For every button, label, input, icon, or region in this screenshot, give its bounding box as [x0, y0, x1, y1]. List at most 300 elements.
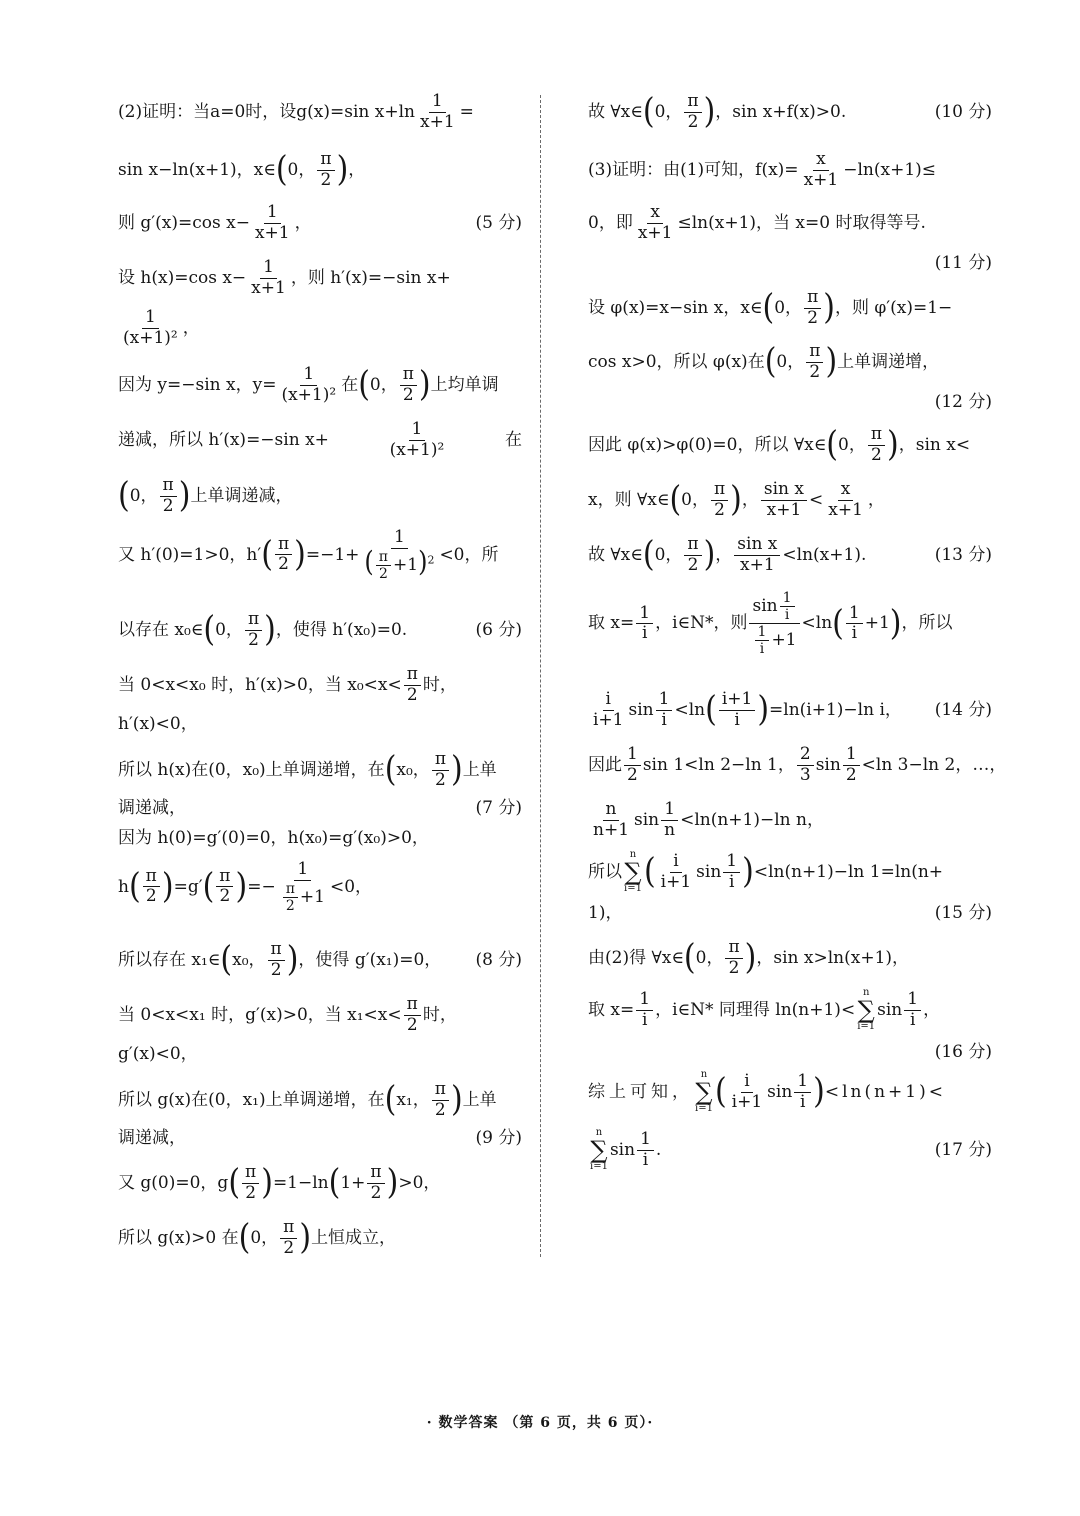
paren: ( — [683, 937, 696, 978]
paren: ) — [703, 91, 716, 132]
denominator: 2 — [285, 897, 295, 914]
denominator: i — [641, 623, 648, 644]
text: <0， — [329, 876, 373, 897]
numerator: 1 — [904, 990, 921, 1011]
denominator: i — [641, 1009, 648, 1030]
paren: ) — [757, 689, 770, 730]
paren: ( — [220, 939, 233, 980]
text: 因为 y=−sin x，y= — [118, 374, 277, 395]
denominator: 2 — [245, 1182, 257, 1203]
numerator: π — [245, 610, 262, 631]
denominator: x+1 — [740, 554, 775, 575]
numerator: π — [711, 480, 728, 501]
text: <ln — [801, 613, 833, 634]
column-divider — [540, 95, 541, 1257]
text: 当 0<x<x₁ 时，g′(x)>0，当 x₁<x< — [118, 1004, 402, 1025]
score-label: (5 分) — [475, 212, 522, 233]
text: 上恒成立， — [311, 1227, 397, 1248]
text: ， — [715, 544, 733, 565]
line — [588, 342, 992, 382]
text: 当 0<x<x₀ 时，h′(x)>0，当 x₀<x< — [118, 674, 402, 695]
fraction — [729, 1072, 766, 1112]
text: =g′ — [173, 876, 203, 897]
paren: ) — [813, 1071, 825, 1112]
paren: ) — [451, 749, 463, 790]
denominator — [750, 624, 800, 657]
text: 0， — [695, 947, 724, 968]
text: 综上可知， — [588, 1081, 693, 1102]
text: (3)证明：由(1)可知，f(x)= — [588, 159, 799, 180]
fraction — [160, 476, 177, 516]
text: <0，所 — [439, 544, 499, 565]
denominator: i — [728, 871, 735, 892]
lower-limit: i=1 — [695, 1103, 713, 1114]
text: g′(x)<0， — [118, 1044, 198, 1064]
denominator: 2 — [283, 1237, 295, 1258]
score-label: (13 分) — [934, 544, 992, 565]
text: 上单调递减， — [190, 485, 293, 506]
score-label: (7 分) — [475, 798, 522, 818]
text: ，sin x>ln(x+1)， — [756, 947, 910, 968]
fraction — [843, 745, 860, 785]
text: (2)证明：当a=0时，设g(x)=sin x+ln — [118, 101, 415, 122]
denominator: 2 — [809, 361, 821, 382]
fraction — [719, 690, 756, 730]
text: 上均单调 — [430, 374, 499, 395]
text: ， — [741, 489, 759, 510]
paren: ) — [823, 287, 835, 328]
paren: ( — [228, 1162, 241, 1203]
text: 0， — [654, 101, 683, 122]
text: 取 x= — [588, 999, 635, 1020]
text: 调递减， — [118, 1128, 186, 1148]
numerator: sin x — [761, 480, 807, 501]
fraction — [143, 867, 160, 907]
paren: ( — [714, 1071, 727, 1112]
text: h′(x)<0， — [118, 714, 198, 734]
denominator: (x+1)² — [123, 327, 178, 348]
summation — [695, 1070, 713, 1114]
paren: ) — [299, 1217, 312, 1258]
line — [118, 714, 522, 734]
text: 0， — [681, 489, 709, 510]
line — [118, 308, 522, 348]
text: 因此 φ(x)>φ(0)=0，所以 ∀x∈ — [588, 434, 827, 455]
text: ，sin x+f(x)>0. — [715, 101, 847, 122]
paren: ( — [202, 866, 215, 907]
upper-limit: n — [700, 1069, 708, 1080]
denominator: 2 — [871, 444, 882, 465]
denominator: 2 — [278, 554, 289, 575]
text: 0，即 — [588, 212, 633, 233]
line — [588, 425, 992, 465]
denominator: 2 — [378, 565, 388, 582]
text: <ln(n+1)< — [824, 1081, 946, 1102]
line — [118, 476, 522, 516]
fraction — [278, 860, 328, 914]
numerator: 1 — [794, 1072, 811, 1093]
denominator: x+1 — [251, 277, 286, 298]
text: sin — [696, 861, 722, 882]
text: =−1+ — [305, 544, 360, 565]
denominator: (x+1)² — [281, 384, 337, 405]
denominator: 2 — [687, 554, 699, 575]
fraction — [376, 549, 391, 582]
fraction — [794, 1072, 811, 1112]
text: <ln(n+1)−ln 1=ln(n+ — [753, 861, 944, 882]
numerator: 1 — [142, 308, 159, 329]
denominator: i — [784, 607, 790, 624]
text: 因此 — [588, 754, 622, 775]
paren: ( — [705, 689, 717, 730]
fraction — [658, 852, 695, 892]
text: sin — [628, 699, 654, 720]
text: ，所以 — [901, 613, 953, 634]
line — [588, 800, 992, 840]
fraction — [868, 425, 885, 465]
denominator: i — [661, 709, 667, 730]
text: 上单 — [462, 759, 497, 780]
denominator: 2 — [434, 769, 446, 790]
text: 1+ — [340, 1172, 366, 1193]
line — [118, 258, 522, 298]
text: +1 — [864, 613, 890, 634]
text: 设 h(x)=cos x− — [118, 267, 247, 288]
paren: ( — [762, 287, 775, 328]
line — [588, 253, 992, 273]
line — [118, 798, 522, 818]
text: . — [655, 1139, 662, 1160]
text: 上单 — [462, 1089, 497, 1110]
paren: ) — [887, 424, 899, 465]
text: ，则 h′(x)=−sin x+ — [290, 267, 451, 288]
fraction — [904, 990, 921, 1030]
text: 在 — [341, 374, 359, 395]
paren: ) — [825, 341, 838, 382]
sigma: ∑ — [695, 1078, 713, 1106]
fraction — [755, 624, 770, 657]
fraction — [400, 365, 417, 405]
text: ，使得 g′(x₁)=0， — [298, 949, 442, 970]
text: 1)， — [588, 903, 623, 923]
numerator: 1 — [723, 852, 740, 873]
line — [588, 92, 992, 132]
text: 又 g(0)=0，g — [118, 1172, 229, 1193]
numerator: x — [813, 150, 829, 171]
text: sin — [752, 596, 778, 617]
fraction — [684, 535, 701, 575]
text: 故 ∀x∈ — [588, 544, 643, 565]
fraction — [723, 852, 740, 892]
sigma: ∑ — [590, 1136, 608, 1164]
fraction — [275, 535, 292, 575]
text: sin — [634, 809, 660, 830]
line — [588, 203, 992, 243]
paren: ) — [889, 602, 902, 644]
numerator: π — [400, 365, 417, 386]
score-label: (9 分) — [475, 1128, 522, 1148]
paren: ) — [286, 939, 299, 980]
fraction — [637, 1130, 654, 1170]
text: 调递减， — [118, 798, 186, 818]
text: >0， — [398, 1172, 441, 1193]
paren: ( — [384, 749, 397, 790]
fraction — [804, 288, 821, 328]
text: ，使得 h′(x₀)=0. — [275, 619, 408, 640]
denominator: i+1 — [593, 709, 624, 730]
denominator: 2 — [270, 959, 282, 980]
text: ， — [867, 489, 885, 510]
numerator: π — [216, 867, 233, 888]
paren: ( — [384, 1079, 397, 1120]
numerator: 1 — [300, 365, 317, 386]
paren: ( — [642, 91, 655, 132]
text: x，则 ∀x∈ — [588, 489, 670, 510]
lower-limit: i=1 — [624, 883, 642, 894]
paren: ) — [744, 937, 757, 978]
line — [118, 940, 522, 980]
paren: ) — [178, 475, 191, 516]
paren: ) — [264, 609, 276, 650]
denominator: 2 — [248, 629, 259, 650]
denominator: 2 — [145, 886, 157, 907]
fraction — [367, 1163, 384, 1203]
score-label: (8 分) — [475, 949, 522, 970]
text: 所以 g(x)在(0，x₁)上单调递增，在 — [118, 1089, 385, 1110]
denominator: ( $\frac{\pi}{2}$ +1)$^2$ — [364, 545, 435, 582]
text: =− — [247, 876, 276, 897]
numerator: 1 — [264, 203, 281, 224]
numerator: 1 — [755, 624, 770, 641]
denominator: i — [799, 1091, 806, 1112]
sigma: ∑ — [857, 996, 875, 1024]
numerator: i — [741, 1072, 752, 1093]
text: = — [459, 101, 474, 122]
text: +1 — [771, 630, 797, 651]
text: <ln(n+1)−ln n， — [680, 809, 824, 830]
line — [118, 828, 522, 848]
denominator: x+1 — [803, 169, 839, 190]
fraction — [387, 420, 448, 460]
text: 则 g′(x)=cos x− — [118, 212, 250, 233]
fraction — [825, 480, 866, 520]
fraction — [734, 535, 780, 575]
numerator: 1 — [780, 590, 795, 607]
fraction — [280, 1218, 297, 1258]
text: 0， — [838, 434, 866, 455]
denominator: x+1 — [766, 499, 802, 520]
numerator: π — [280, 1218, 297, 1239]
numerator: π — [376, 549, 391, 566]
paren: ( — [261, 534, 273, 575]
fraction — [248, 258, 289, 298]
line — [588, 903, 992, 923]
numerator: π — [242, 1163, 259, 1184]
text: 0， — [369, 374, 398, 395]
numerator: i+1 — [719, 690, 756, 711]
paren: ) — [742, 851, 754, 892]
text: 取 x= — [588, 613, 635, 634]
paren: ( — [669, 479, 682, 520]
paren: ( — [826, 424, 839, 465]
denominator: (x+1)² — [389, 439, 445, 460]
score-label: (14 分) — [934, 699, 992, 720]
summation — [590, 1128, 608, 1172]
fraction — [432, 1080, 449, 1120]
numerator: π — [432, 1080, 449, 1101]
paren: ( — [358, 364, 370, 405]
paren: ( — [764, 341, 777, 382]
line — [118, 365, 522, 405]
denominator: n — [664, 819, 676, 840]
lower-limit: i=1 — [590, 1161, 608, 1172]
line — [588, 1070, 992, 1114]
upper-limit: n — [595, 1127, 603, 1138]
upper-limit: n — [862, 987, 870, 998]
text: ≤ln(x+1)，当 x=0 时取得等号. — [677, 212, 926, 233]
denominator: 2 — [687, 111, 699, 132]
numerator: i — [603, 690, 614, 711]
text: 所以 g(x)>0 在 — [118, 1227, 239, 1248]
paren: ) — [336, 149, 349, 190]
paren: ( — [128, 866, 141, 907]
line — [118, 150, 522, 190]
text: <ln — [674, 699, 706, 720]
numerator — [749, 590, 799, 624]
numerator: 1 — [624, 745, 641, 766]
text: 设 φ(x)=x−sin x，x∈ — [588, 297, 763, 318]
numerator: 1 — [636, 990, 653, 1011]
numerator: π — [684, 92, 701, 113]
paren: ( — [328, 1162, 341, 1203]
text: ， — [182, 317, 200, 338]
fraction — [656, 690, 673, 730]
text: 以存在 x₀∈ — [118, 619, 204, 640]
denominator: i — [642, 1149, 649, 1170]
paren: ) — [703, 534, 716, 575]
paren: ( — [238, 1217, 251, 1258]
paren: ) — [261, 1162, 273, 1203]
numerator: π — [367, 1163, 384, 1184]
numerator: 1 — [843, 745, 860, 766]
denominator: 2 — [162, 495, 174, 516]
text: 在 — [504, 429, 522, 450]
fraction — [590, 800, 632, 840]
line — [118, 860, 522, 914]
text: ，则 φ′(x)=1− — [834, 297, 953, 318]
numerator: n — [603, 800, 620, 821]
text: sin x−ln(x+1)，x∈ — [118, 159, 276, 180]
numerator: π — [868, 425, 885, 446]
paren: ( — [275, 149, 288, 190]
paren: ( — [832, 602, 844, 644]
text: x₁， — [396, 1089, 430, 1110]
paren: ( — [118, 475, 130, 516]
numerator: 1 — [429, 92, 446, 113]
numerator: i — [670, 852, 681, 873]
denominator: 2 — [406, 684, 418, 705]
line — [118, 203, 522, 243]
denominator — [278, 881, 328, 914]
numerator: π — [283, 881, 298, 898]
fraction — [749, 590, 799, 657]
denominator: 2 — [402, 384, 414, 405]
denominator: i — [909, 1009, 916, 1030]
text: +1 — [393, 554, 419, 575]
text: 故 ∀x∈ — [588, 101, 643, 122]
text: 所以存在 x₁∈ — [118, 949, 221, 970]
fraction — [636, 990, 653, 1030]
numerator: x — [838, 480, 854, 501]
denominator: n+1 — [593, 819, 630, 840]
numerator: π — [160, 476, 177, 497]
line — [588, 480, 992, 520]
numerator: 1 — [294, 860, 311, 881]
fraction — [684, 92, 701, 132]
line — [588, 988, 992, 1032]
text: sin — [767, 1081, 793, 1102]
denominator: i — [851, 623, 858, 644]
fraction — [216, 867, 233, 907]
numerator: sin x — [734, 535, 780, 556]
fraction — [404, 665, 421, 705]
text: 又 h′(0)=1>0，h′ — [118, 544, 262, 565]
line — [118, 995, 522, 1035]
score-label: (16 分) — [934, 1042, 992, 1062]
line — [588, 938, 992, 978]
text: 时， — [422, 1004, 457, 1025]
text: 因为 h(0)=g′(0)=0，h(x₀)=g′(x₀)>0， — [118, 828, 429, 848]
text: cos x>0，所以 φ(x)在 — [588, 351, 765, 372]
line — [588, 535, 992, 575]
denominator: 2 — [406, 1014, 418, 1035]
score-label: (12 分) — [934, 392, 992, 412]
numerator: 1 — [636, 604, 653, 625]
fraction — [635, 203, 676, 243]
text: ，sin x< — [898, 434, 971, 455]
denominator: 2 — [434, 1099, 446, 1120]
denominator: 2 — [370, 1182, 382, 1203]
line — [588, 1042, 992, 1062]
score-label: (10 分) — [934, 101, 992, 122]
line — [118, 1044, 522, 1064]
text: 由(2)得 ∀x∈ — [588, 947, 684, 968]
denominator: x+1 — [637, 222, 673, 243]
numerator: 1 — [260, 258, 277, 279]
text: sin — [877, 999, 903, 1020]
text: −ln(x+1)≤ — [843, 159, 937, 180]
fraction — [661, 800, 678, 840]
fraction — [404, 995, 421, 1035]
numerator: x — [647, 203, 663, 224]
text: ， — [923, 999, 941, 1020]
score-label: (11 分) — [934, 253, 992, 273]
fraction — [761, 480, 807, 520]
text: ， — [348, 159, 366, 180]
line — [588, 392, 992, 412]
text: 上单调递增， — [837, 351, 940, 372]
line — [118, 420, 522, 460]
text: < — [809, 489, 824, 510]
line — [118, 92, 522, 132]
fraction — [252, 203, 293, 243]
upper-limit: n — [629, 849, 637, 860]
numerator: π — [268, 940, 285, 961]
denominator: i+1 — [660, 871, 692, 892]
fraction — [361, 528, 437, 582]
denominator: 2 — [728, 957, 740, 978]
line — [588, 744, 1007, 785]
